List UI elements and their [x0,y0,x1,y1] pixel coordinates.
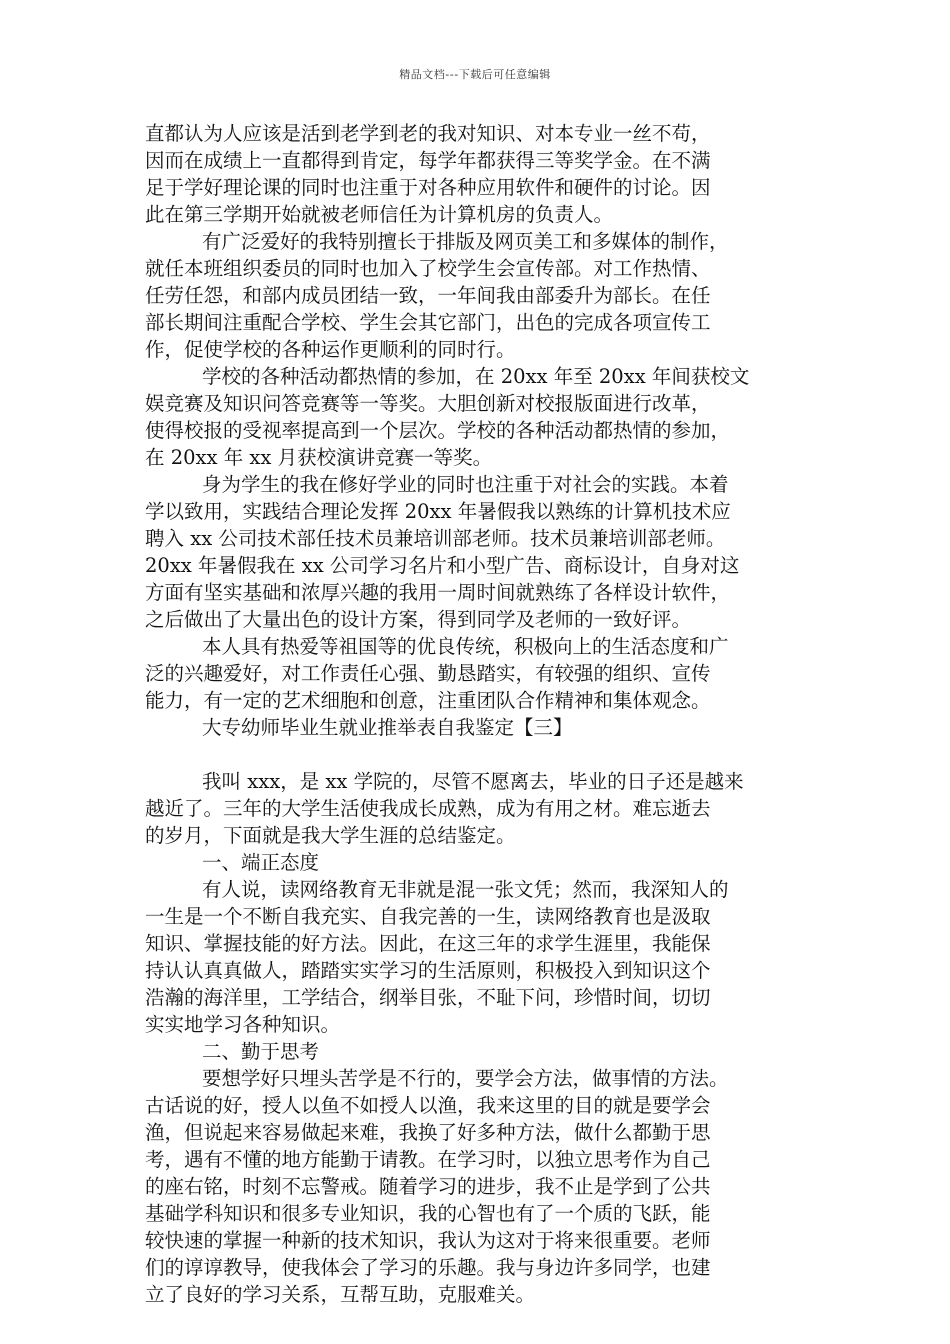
text-line: 一、端正态度 [202,851,320,874]
text-line: 之后做出了大量出色的设计方案，得到同学及老师的一致好评。 [145,608,692,631]
text-line: 本人具有热爱等祖国等的优良传统，积极向上的生活态度和广 [202,635,729,658]
text-line: 较快速的掌握一种新的技术知识，我认为这对于将来很重要。老师 [145,1229,711,1252]
text-line: 基础学科知识和很多专业知识，我的心智也有了一个质的飞跃，能 [145,1202,711,1225]
text-line: 能力，有一定的艺术细胞和创意，注重团队合作精神和集体观念。 [145,689,711,712]
text-line: 大专幼师毕业生就业推举表自我鉴定【三】 [202,716,573,739]
text-line: 因而在成绩上一直都得到肯定，每学年都获得三等奖学金。在不满 [145,149,711,172]
text-line: 任劳任怨，和部内成员团结一致，一年间我由部委升为部长。在任 [145,284,711,307]
text-line: 我叫 xxx，是 xx 学院的，尽管不愿离去，毕业的日子还是越来 [202,770,744,793]
text-line: 就任本班组织委员的同时也加入了校学生会宣传部。对工作热情、 [145,257,711,280]
text-line: 足于学好理论课的同时也注重于对各种应用软件和硬件的讨论。因 [145,176,711,199]
text-line: 一生是一个不断自我充实、自我完善的一生，读网络教育也是汲取 [145,905,711,928]
text-line: 持认认真真做人，踏踏实实学习的生活原则，积极投入到知识这个 [145,959,711,982]
text-line: 直都认为人应该是活到老学到老的我对知识、对本专业一丝不苟， [145,122,711,145]
text-line: 越近了。三年的大学生活使我成长成熟，成为有用之材。难忘逝去 [145,797,711,820]
text-line: 使得校报的受视率提高到一个层次。学校的各种活动都热情的参加， [145,419,731,442]
text-line: 实实地学习各种知识。 [145,1013,341,1036]
text-line: 浩瀚的海洋里，工学结合，纲举目张，不耻下问，珍惜时间，切切 [145,986,711,1009]
text-line: 有人说，读网络教育无非就是混一张文凭；然而，我深知人的 [202,878,729,901]
text-line: 20xx 年暑假我在 xx 公司学习名片和小型广告、商标设计，自身对这 [145,554,740,577]
text-line: 身为学生的我在修好学业的同时也注重于对社会的实践。本着 [202,473,729,496]
text-line: 学校的各种活动都热情的参加，在 20xx 年至 20xx 年间获校文 [202,365,750,388]
text-line: 娱竞赛及知识问答竞赛等一等奖。大胆创新对校报版面进行改革， [145,392,711,415]
text-line: 部长期间注重配合学校、学生会其它部门，出色的完成各项宣传工 [145,311,711,334]
document-body [145,120,805,1308]
text-line: 知识、掌握技能的好方法。因此，在这三年的求学生涯里，我能保 [145,932,711,955]
text-line: 要想学好只埋头苦学是不行的，要学会方法，做事情的方法。 [202,1067,729,1090]
text-line: 在 20xx 年 xx 月获校演讲竞赛一等奖。 [145,446,493,469]
text-line: 学以致用，实践结合理论发挥 20xx 年暑假我以熟练的计算机技术应 [145,500,731,523]
text-line: 立了良好的学习关系，互帮互助，克服难关。 [145,1283,536,1306]
text-line: 的岁月，下面就是我大学生涯的总结鉴定。 [145,824,516,847]
text-line: 二、勤于思考 [202,1040,320,1063]
text-line: 聘入 xx 公司技术部任技术员兼培训部老师。技术员兼培训部老师。 [145,527,726,550]
text-line: 作，促使学校的各种运作更顺利的同时行。 [145,338,516,361]
text-line: 此在第三学期开始就被老师信任为计算机房的负责人。 [145,203,614,226]
page-header: 精品文档---下载后可任意编辑 [399,68,551,81]
text-line: 考，遇有不懂的地方能勤于请教。在学习时，以独立思考作为自己 [145,1148,711,1171]
text-line: 们的谆谆教导，使我体会了学习的乐趣。我与身边许多同学，也建 [145,1256,711,1279]
text-line: 方面有坚实基础和浓厚兴趣的我用一周时间就熟练了各样设计软件， [145,581,731,604]
text-line: 有广泛爱好的我特别擅长于排版及网页美工和多媒体的制作， [202,230,729,253]
text-line: 的座右铭，时刻不忘警戒。随着学习的进步，我不止是学到了公共 [145,1175,711,1198]
text-line: 泛的兴趣爱好，对工作责任心强、勤恳踏实，有较强的组织、宣传 [145,662,711,685]
text-line: 古话说的好，授人以鱼不如授人以渔，我来这里的目的就是要学会 [145,1094,711,1117]
text-line: 渔，但说起来容易做起来难，我换了好多种方法，做什么都勤于思 [145,1121,711,1144]
blank-line [145,741,805,768]
